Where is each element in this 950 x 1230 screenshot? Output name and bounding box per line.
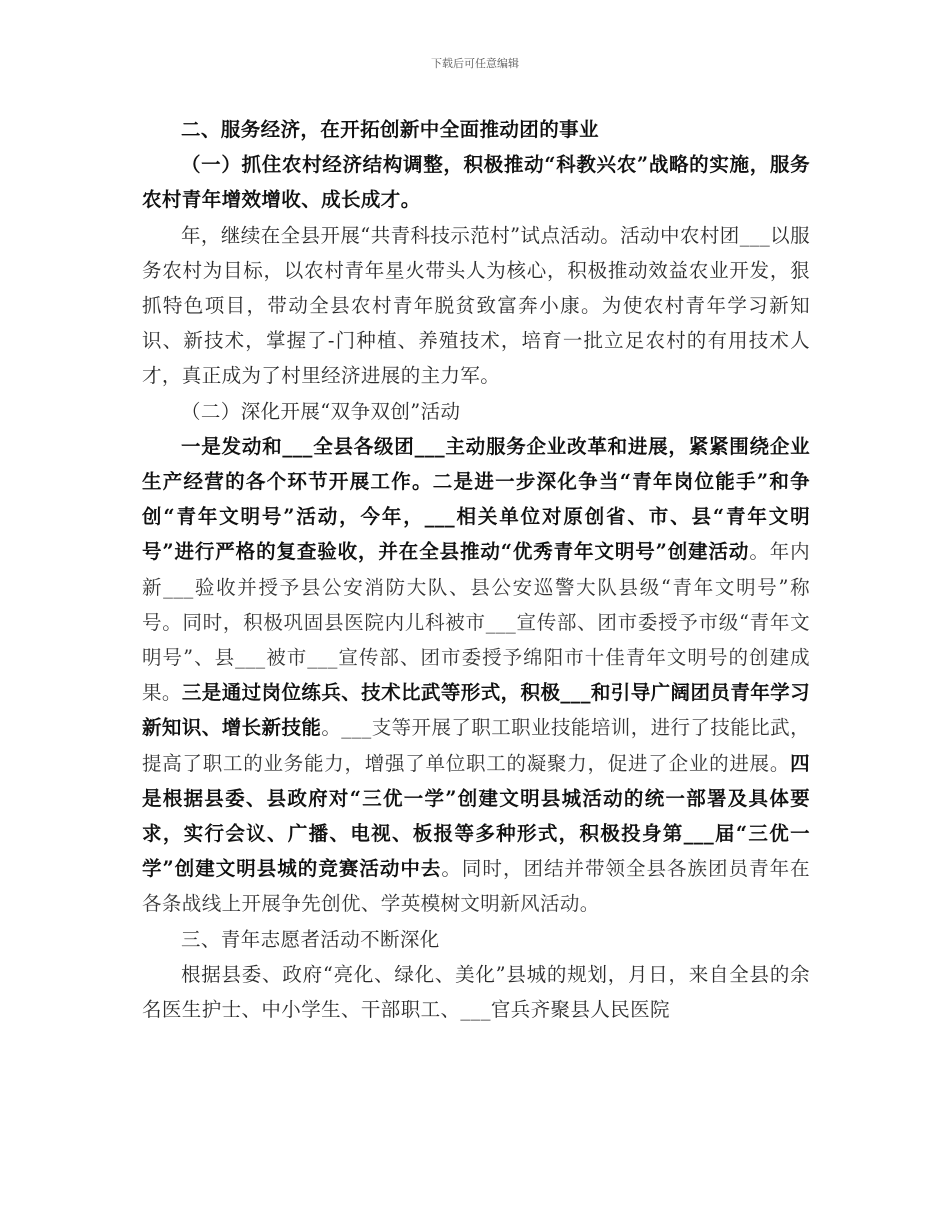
paragraph-1: 年，继续在全县开展“共青科技示范村”试点活动。活动中农村团___以服务农村为目标，以农村青年星火带头人为核心，积极推动效益农业开发，狠抓特色项目，带动全县农村青年脱贫致富奔小康。为使农村青年学习新知识、新技术，掌握了-门种植、养殖技术，培育一批立足农村的有用技术人才，真正成为了村里经济进展的主力军。 bbox=[142, 223, 810, 388]
paragraph-3: 根据县委、政府“亮化、绿化、美化”县城的规划，月日，来自全县的余名医生护士、中小学生、干部职工、___官兵齐聚县人民医院 bbox=[142, 962, 810, 1022]
paragraph-2-normal-1: 。年内新___验收并授予县公安消防大队、县公安巡警大队县级“青年文明号”称号。同时，积极巩固县医院内儿科被市___宣传部、团市委授予市级“青年文明号”、县___被市___宣传部、团市委授予绵阳市十佳青年文明号的创建成果。 bbox=[142, 540, 810, 705]
paragraph-2-normal-2: 。___支等开展了职工职业技能培训，进行了技能比武，提高了职工的业务能力，增强了单位职工的凝聚力，促进了企业的进展。 bbox=[142, 716, 810, 775]
paragraph-2 bbox=[142, 429, 810, 922]
paragraph-2-normal-3: 。同时，团结并带领全县各族团员青年在各条战线上开展争先创优、学英模树文明新风活动。 bbox=[142, 857, 811, 916]
paragraph-2-bold-1: 一是发动和___全县各级团___主动服务企业改革和进展，紧紧围绕企业生产经营的各个环节开展工作。二是进一步深化争当“青年岗位能手”和争创“青年文明号”活动，今年，___相关单位对原创省、市、县“青年文明号”进行严格的复查验收，并在全县推动“优秀青年文明号”创建活动 bbox=[142, 434, 810, 564]
subsection-heading-2: （二）深化开展“双争双创”活动 bbox=[181, 399, 461, 423]
section-heading-3: 三、青年志愿者活动不断深化 bbox=[181, 927, 440, 951]
subsection-heading-1: （一）抓住农村经济结构调整，积极推动“科教兴农”战略的实施，服务农村青年增效增收、成长成才。 bbox=[142, 153, 810, 212]
page-header: 下载后可任意编辑 bbox=[431, 57, 519, 70]
paragraph-2-bold-3: 四是根据县委、县政府对“三优一学”创建文明县城活动的统一部署及具体要求，实行会议、广播、电视、板报等多种形式，积极投身第___届“三优一学”创建文明县城的竞赛活动中去 bbox=[142, 751, 810, 881]
paragraph-2-bold-2: 三是通过岗位练兵、技术比武等形式，积极___和引导广阔团员青年学习新知识、增长新技能 bbox=[142, 681, 810, 740]
section-heading-2: 二、服务经济，在开拓创新中全面推动团的事业 bbox=[181, 118, 599, 141]
document-body bbox=[142, 112, 810, 1027]
